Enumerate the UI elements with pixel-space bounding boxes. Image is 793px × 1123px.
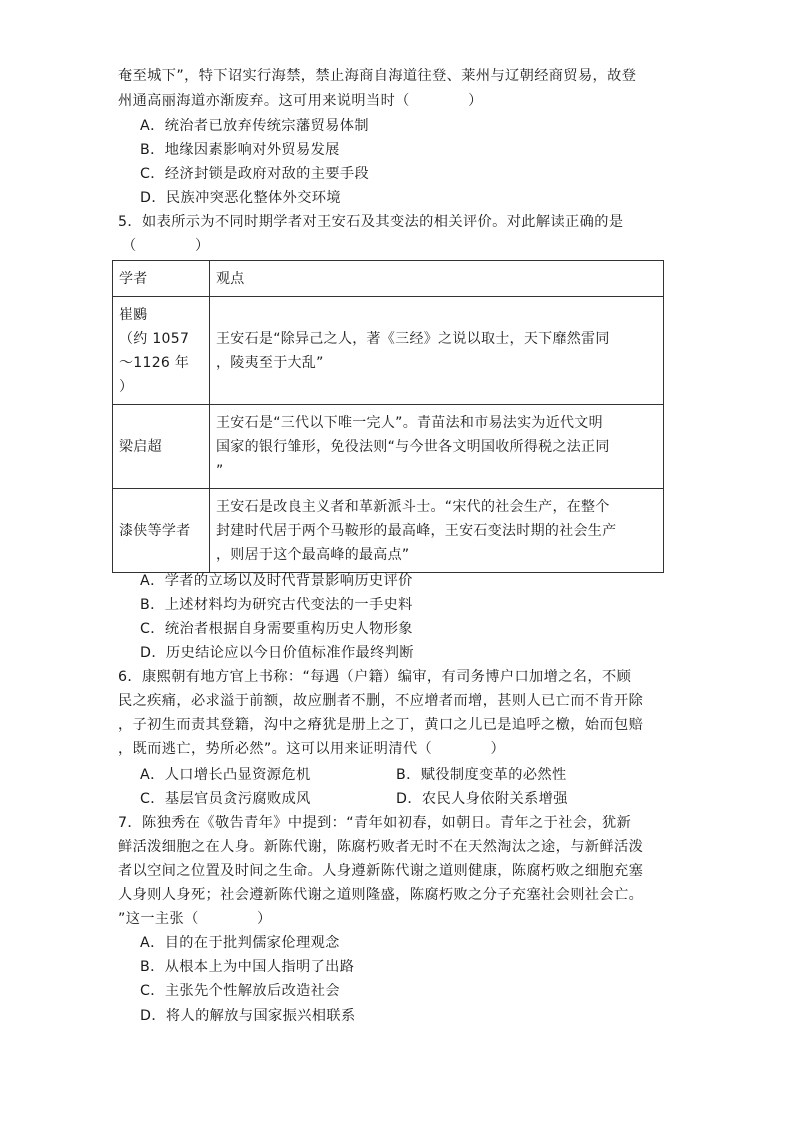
q6-stem-line: 6．康熙朝有地方官上书称：“每遇（户籍）编审，有司务博户口加增之名，不顾 — [118, 669, 632, 685]
q4-stem-line: 奄至城下”，特下诏实行海禁，禁止海商自海道往登、莱州与辽朝经商贸易，故登 — [118, 68, 637, 84]
q4-option-c: C．经济封锁是政府对敌的主要手段 — [140, 166, 370, 182]
view-text-line: ，陵夷至于大乱” — [216, 354, 324, 371]
q6-stem-line: ，既而逃亡，势所必然”。这可以用来证明清代（ ） — [118, 741, 506, 757]
q5-option-a: A．学者的立场以及时代背景影响历史评价 — [140, 573, 413, 589]
q7-option-c: C．主张先个性解放后改造社会 — [140, 983, 340, 999]
q6-option-b: B．赋役制度变革的必然性 — [396, 767, 567, 783]
q6-stem-line: 民之疾痛，必求溢于前额，故应删者不删，不应增者而增，甚则人已亡而不肯开除 — [118, 693, 644, 709]
view-cell — [210, 405, 664, 489]
scholar-views-table — [112, 260, 664, 573]
q5-option-b: B．上述材料均为研究古代变法的一手史料 — [140, 597, 413, 613]
scholar-cell — [113, 405, 210, 489]
view-text-line: 王安石是“三代以下唯一完人”。青苗法和市易法实为近代文明 — [216, 414, 603, 431]
q5-option-d: D．历史结论应以今日价值标准作最终判断 — [140, 645, 414, 661]
scholar-dates: ～1126 年 — [119, 354, 190, 371]
q7-option-d: D．将人的解放与国家振兴相联系 — [140, 1008, 356, 1024]
q4-option-d: D．民族冲突恶化整体外交环境 — [140, 190, 341, 206]
view-text-line: ，则居于这个最高峰的最高点” — [216, 546, 410, 563]
scholar-name: 崔鶠 — [119, 306, 148, 323]
view-text-line: 王安石是改良主义者和革新派斗士。“宋代的社会生产，在整个 — [216, 498, 610, 515]
view-text-line: 国家的银行雏形，免役法则“与今世各文明国收所得税之法正同 — [216, 438, 610, 455]
q6-stem-line: ，子初生而责其登籍，沟中之瘠犹是册上之丁，黄口之儿已是追呼之檄，始而包赔 — [118, 717, 644, 733]
view-text-line: 王安石是“除异己之人，著《三经》之说以取士，天下靡然雷同 — [216, 330, 610, 347]
q7-option-b: B．从根本上为中国人指明了出路 — [140, 959, 355, 975]
q6-option-a: A．人口增长凸显资源危机 — [140, 767, 311, 783]
q4-stem-line: 州通高丽海道亦渐废弃。这可用来说明当时（ ） — [118, 93, 483, 109]
header-view: 观点 — [210, 261, 664, 297]
q4-option-a: A．统治者已放弃传统宗藩贸易体制 — [140, 118, 369, 134]
view-text-line: ” — [216, 462, 224, 479]
header-scholar: 学者 — [113, 261, 210, 297]
q7-stem-line: 人身则人身死；社会遵新陈代谢之道则隆盛，陈腐朽败之分子充塞社会则社会亡。 — [118, 887, 644, 903]
scholar-name: 梁启超 — [119, 438, 162, 455]
scholar-dates: ） — [119, 378, 134, 395]
table-row — [113, 297, 664, 405]
q7-stem-line: 者以空间之位置及时间之生命。人身遵新陈代谢之道则健康，陈腐朽败之细胞充塞 — [118, 863, 644, 879]
scholar-cell — [113, 489, 210, 573]
scholar-cell — [113, 297, 210, 405]
scholar-name: 漆侠等学者 — [119, 522, 191, 539]
view-cell — [210, 489, 664, 573]
q5-stem-line: 5．如表所示为不同时期学者对王安石及其变法的相关评价。对此解读正确的是 — [118, 214, 624, 230]
q6-option-d: D．农民人身依附关系增强 — [396, 791, 568, 807]
table-row — [113, 489, 664, 573]
table-header-row — [113, 261, 664, 297]
view-text-line: 封建时代居于两个马鞍形的最高峰，王安石变法时期的社会生产 — [216, 522, 617, 539]
q7-stem-line: 7．陈独秀在《敬告青年》中提到：“青年如初春，如朝日。青年之于社会，犹新 — [118, 815, 632, 831]
q4-option-b: B．地缘因素影响对外贸易发展 — [140, 142, 340, 158]
table-row — [113, 405, 664, 489]
q5-option-c: C．统治者根据自身需要重构历史人物形象 — [140, 621, 413, 637]
view-cell — [210, 297, 664, 405]
q7-stem-line: 鲜活泼细胞之在人身。新陈代谢，陈腐朽败者无时不在天然淘汰之途，与新鲜活泼 — [118, 839, 644, 855]
q7-option-a: A．目的在于批判儒家伦理观念 — [140, 935, 340, 951]
q6-option-c: C．基层官员贪污腐败成风 — [140, 791, 311, 807]
q5-answer-blank: （ ） — [122, 238, 210, 254]
scholar-dates: （约 1057 — [119, 330, 190, 347]
q7-stem-line: ”这一主张（ ） — [118, 911, 272, 927]
